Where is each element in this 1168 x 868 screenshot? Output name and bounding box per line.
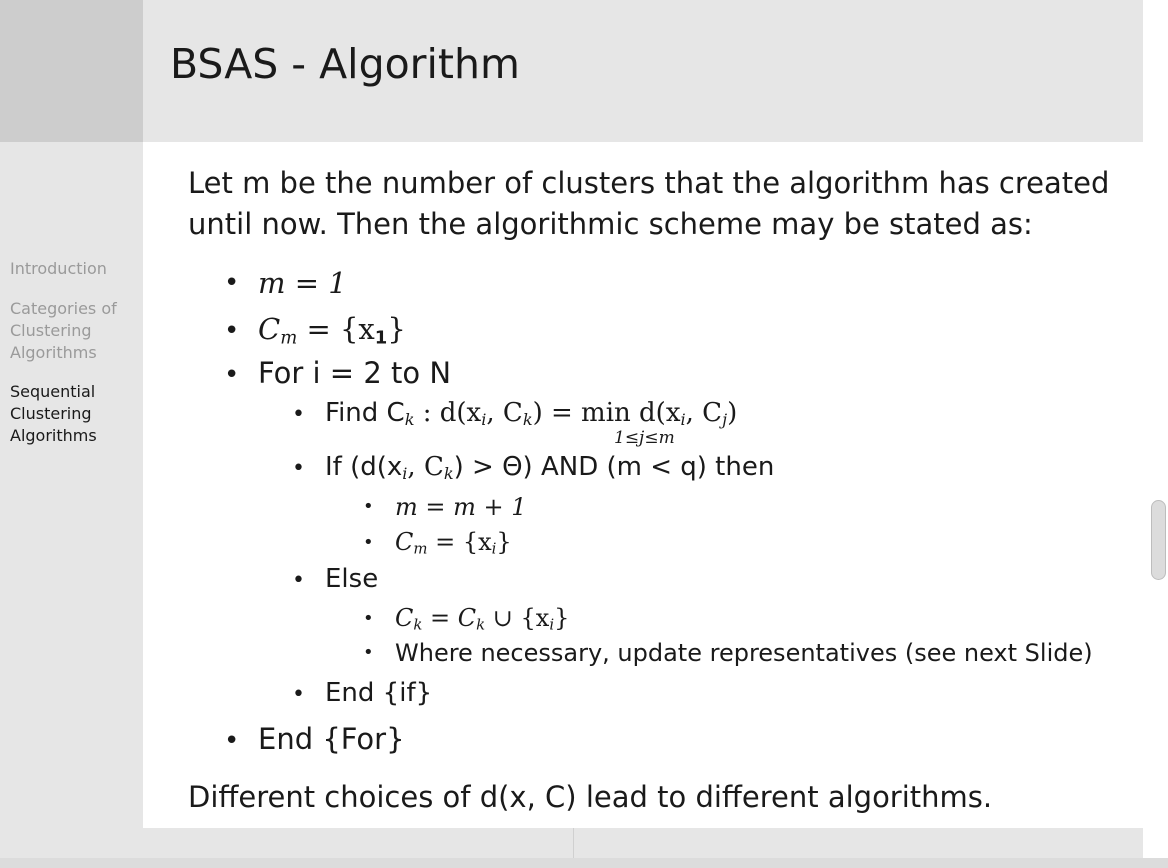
increment-m: m = m + 1 (395, 493, 527, 521)
bullet-dot: • (292, 682, 305, 707)
for-loop-line: For i = 2 to N (258, 356, 452, 390)
scrollbar-track[interactable] (1143, 0, 1168, 868)
scrollbar-thumb[interactable] (1151, 500, 1166, 580)
bullet-dot: • (224, 316, 240, 346)
footer-divider (573, 828, 574, 858)
bullet-dot: • (363, 496, 374, 517)
min-subscript: 1≤j≤m (614, 428, 675, 448)
intro-line-2: until now. Then the algorithmic scheme may be stated as: (188, 207, 1033, 241)
bullet-dot: • (363, 532, 374, 553)
bullet-dot: • (224, 726, 240, 756)
end-for: End {For} (258, 722, 405, 756)
conclusion-text: Different choices of d(x, C) lead to different algorithms. (188, 780, 993, 814)
step-m-init: m = 1 (258, 266, 347, 300)
else-branch: Else (325, 564, 379, 594)
step-cm-init: $C_m = \{x_1\}$ (258, 312, 406, 349)
slide-title: BSAS - Algorithm (170, 40, 520, 88)
bullet-dot: • (292, 456, 305, 481)
header-corner (0, 0, 143, 142)
bullet-dot: • (363, 608, 374, 629)
sidebar-item-introduction[interactable]: Introduction (10, 259, 107, 278)
sidebar (0, 142, 143, 828)
if-condition: If ($d(x_i$, $C_k) > \Theta$) AND (m < q) then (325, 452, 775, 484)
union-step: $C_k = C_k$ ∪ $\{x_i\}$ (395, 604, 570, 634)
end-if: End {if} (325, 678, 433, 708)
sidebar-item-sequential[interactable]: Sequential Clustering Algorithms (10, 382, 97, 445)
bullet-dot: • (224, 268, 240, 298)
find-step: Find $C_k$ : $d(x_i$, $C_k) = \min d(x_i$, $C_j$) (325, 398, 738, 430)
sidebar-item-categories[interactable]: Categories of Clustering Algorithms (10, 299, 117, 362)
intro-line-1: Let m be the number of clusters that the algorithm has created (188, 166, 1110, 200)
bullet-dot: • (224, 360, 240, 390)
bullet-dot: • (363, 642, 374, 663)
bullet-dot: • (292, 568, 305, 593)
bottom-scrollbar[interactable] (0, 858, 1168, 868)
new-cluster: $C_m = \{x_i\}$ (395, 528, 512, 558)
update-representatives: Where necessary, update representatives (see next Slide) (395, 639, 1093, 667)
bullet-dot: • (292, 402, 305, 427)
